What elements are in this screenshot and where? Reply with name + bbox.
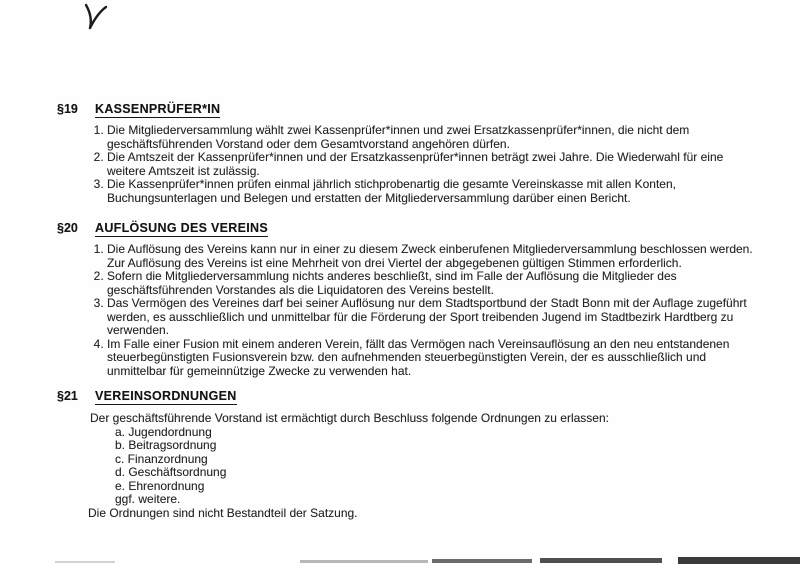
list-item: 3. Das Vermögen des Vereines darf bei seiner Auflösung nur dem Stadtsportbund der Stadt Bonn mit der Auflage zugeführt werden, es ausschließlich und unmittelbar für die Förderung der Sport treibenden Jugend im Stadtbezirk Hardtberg zu verwenden.	[107, 297, 759, 338]
list-item: 4. Im Falle einer Fusion mit einem anderen Verein, fällt das Vermögen nach Vereinsauflösung an den neu entstandenen steuerbegünstigten Fusionsverein bzw. den aufnehmenden steuerbegünstigten Verein, der es ausschließlich und unmittelbar für gemeinnützige Zwecke zu verwenden hat.	[107, 338, 759, 379]
lettered-item: c. Finanzordnung	[115, 451, 208, 466]
section-19-list	[107, 124, 759, 205]
scan-artifact-bottom-bar	[432, 559, 532, 563]
scan-artifact-bottom-bar	[540, 558, 662, 563]
section-title: KASSENPRÜFER*IN	[95, 102, 221, 116]
list-item: 2. Sofern die Mitgliederversammlung nichts anderes beschließt, sind im Falle der Auflösung die Mitglieder des geschäftsführenden Vorstandes als die Liquidatoren des Vereins bestellt.	[107, 270, 759, 297]
list-item: 1. Die Auflösung des Vereins kann nur in einer zu diesem Zweck einberufenen Mitgliederversammlung beschlossen werden. Zur Auflösung des Vereins ist eine Mehrheit von drei Viertel der abgegebenen gültigen Stimmen erforderlich.	[107, 243, 759, 270]
section-20	[0, 221, 800, 378]
lettered-item: d. Geschäftsordnung	[115, 465, 227, 479]
lettered-item: ggf. weitere.	[115, 492, 181, 506]
scan-artifact-bottom-bar	[55, 561, 115, 563]
section-number: §21	[57, 389, 78, 403]
section-21-closing: Die Ordnungen sind nicht Bestandteil der Satzung.	[88, 505, 358, 520]
section-19	[0, 102, 800, 205]
section-title: AUFLÖSUNG DES VEREINS	[95, 221, 268, 235]
section-20-list	[107, 243, 759, 378]
scan-artifact-bottom-bar	[678, 557, 800, 564]
scan-artifact-bottom-bar	[300, 560, 428, 563]
lettered-item: e. Ehrenordnung	[115, 478, 205, 493]
section-number: §20	[57, 221, 78, 235]
scan-artifact-pen-mark	[82, 2, 110, 32]
list-item: 2. Die Amtszeit der Kassenprüfer*innen und der Ersatzkassenprüfer*innen beträgt zwei Jahre. Die Wiederwahl für eine weitere Amtszeit ist zulässig.	[107, 151, 759, 178]
section-number: §19	[57, 102, 78, 116]
section-20-heading	[57, 221, 800, 237]
section-19-heading	[57, 102, 800, 118]
section-21	[0, 389, 800, 520]
section-21-heading	[57, 389, 800, 405]
section-21-lettered-list	[0, 426, 800, 521]
list-item: 1. Die Mitgliederversammlung wählt zwei Kassenprüfer*innen und zwei Ersatzkassenprüfer*innen, die nicht dem geschäftsführenden Vorstand oder dem Gesamtvorstand angehören dürfen.	[107, 124, 759, 151]
section-title: VEREINSORDNUNGEN	[95, 389, 237, 403]
section-21-intro: Der geschäftsführende Vorstand ist ermächtigt durch Beschluss folgende Ordnungen zu erlassen:	[90, 411, 609, 425]
list-item: 3. Die Kassenprüfer*innen prüfen einmal jährlich stichprobenartig die gesamte Vereinskasse mit allen Konten, Buchungsunterlagen und Belegen und erstatten der Mitgliederversammlung darüber einen Bericht.	[107, 178, 759, 205]
lettered-item: a. Jugendordnung	[115, 424, 212, 439]
lettered-item: b. Beitragsordnung	[115, 438, 217, 452]
